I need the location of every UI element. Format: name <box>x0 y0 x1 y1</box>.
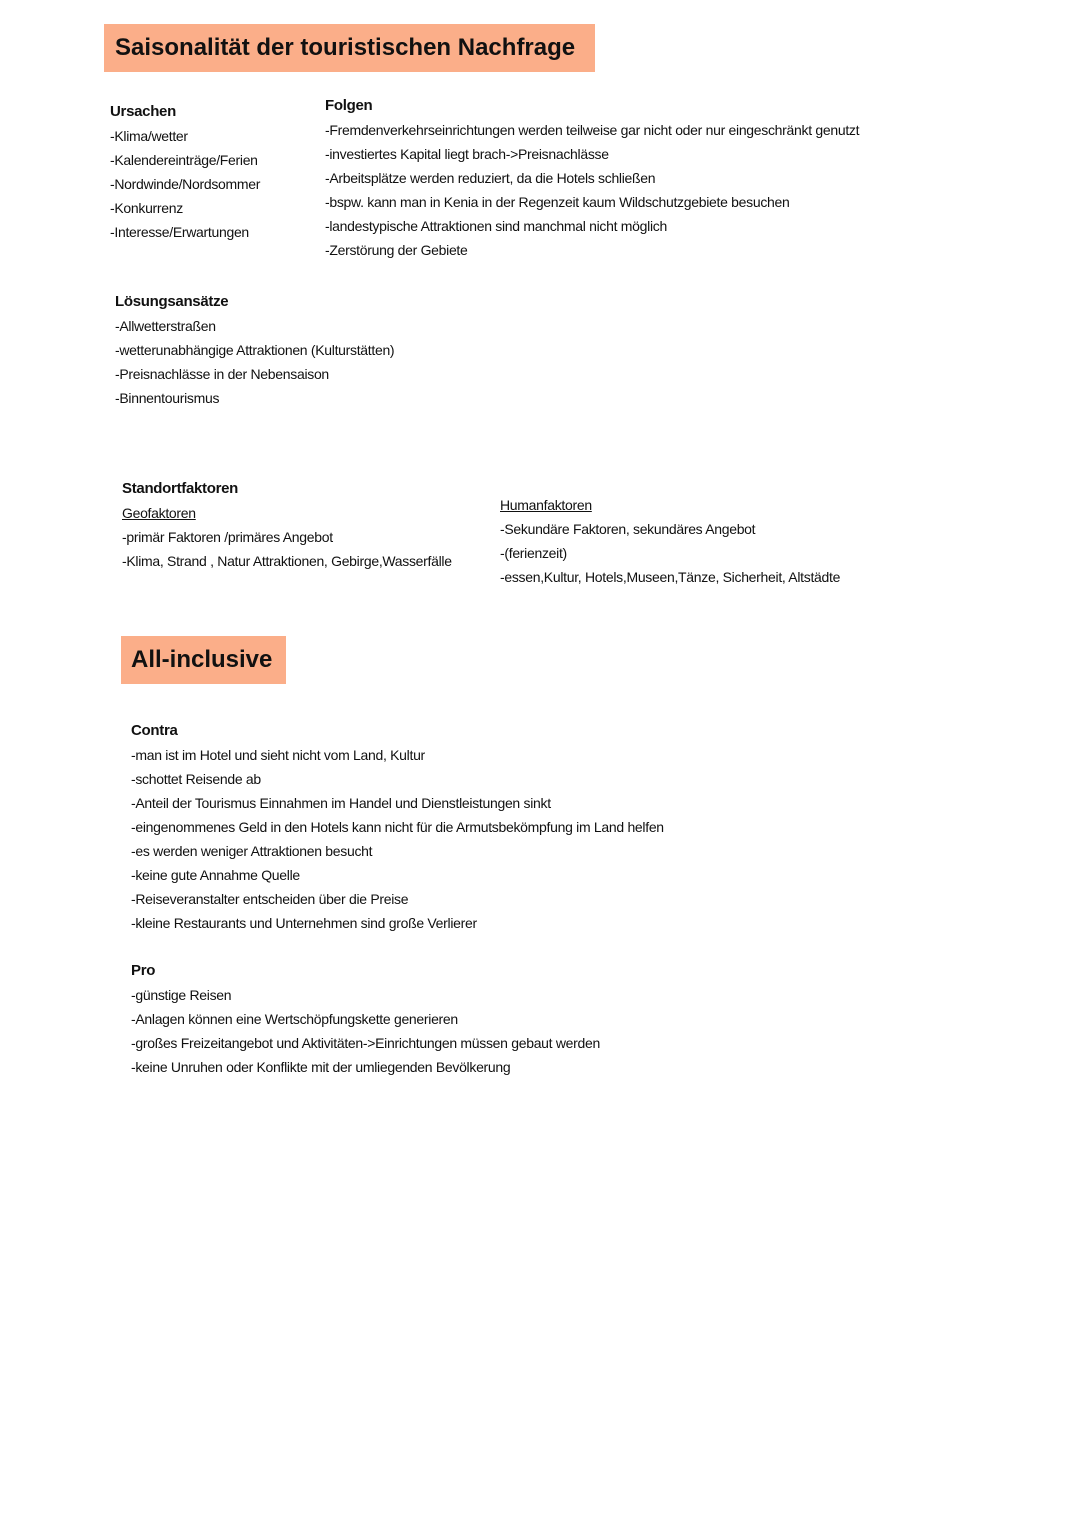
ursachen-list <box>110 124 260 244</box>
list-item: -Zerstörung der Gebiete <box>325 242 468 258</box>
list-item: -Preisnachlässe in der Nebensaison <box>115 366 329 382</box>
section-title-text: All-inclusive <box>131 646 273 673</box>
list-item: -Binnentourismus <box>115 390 220 406</box>
list-item: -Sekundäre Faktoren, sekundäres Angebot <box>500 521 756 537</box>
list-item: -eingenommenes Geld in den Hotels kann nicht für die Armutsbekömpfung im Land helfen <box>131 819 664 835</box>
ursachen-block <box>110 100 260 244</box>
list-item: -großes Freizeitangebot und Aktivitäten->Einrichtungen müssen gebaut werden <box>131 1035 600 1051</box>
list-item: -günstige Reisen <box>131 987 232 1003</box>
folgen-list <box>325 118 859 262</box>
list-item: -keine Unruhen oder Konflikte mit der umliegenden Bevölkerung <box>131 1059 511 1075</box>
list-item: -Konkurrenz <box>110 200 183 216</box>
geofaktoren-subheading: Geofaktoren <box>122 505 196 521</box>
list-item: -investiertes Kapital liegt brach->Preisnachlässe <box>325 146 609 162</box>
list-item: -Fremdenverkehrseinrichtungen werden teilweise gar nicht oder nur eingeschränkt genutzt <box>325 122 860 138</box>
folgen-block <box>325 94 859 262</box>
geofaktoren-list <box>122 525 452 573</box>
list-item: -keine gute Annahme Quelle <box>131 867 300 883</box>
list-item: -bspw. kann man in Kenia in der Regenzeit kaum Wildschutzgebiete besuchen <box>325 194 790 210</box>
list-item: -Interesse/Erwartungen <box>110 224 249 240</box>
list-item: -essen,Kultur, Hotels,Museen,Tänze, Sicherheit, Altstädte <box>500 569 841 585</box>
section-title-saisonalitaet <box>104 24 595 72</box>
ursachen-heading: Ursachen <box>110 103 176 120</box>
list-item: -landestypische Attraktionen sind manchmal nicht möglich <box>325 218 667 234</box>
pro-list <box>131 983 600 1079</box>
list-item: -es werden weniger Attraktionen besucht <box>131 843 373 859</box>
humanfaktoren-subheading: Humanfaktoren <box>500 497 592 513</box>
list-item: -man ist im Hotel und sieht nicht vom Land, Kultur <box>131 747 425 763</box>
list-item: -primär Faktoren /primäres Angebot <box>122 529 333 545</box>
list-item: -schottet Reisende ab <box>131 771 261 787</box>
humanfaktoren-list <box>500 517 840 589</box>
section-title-text: Saisonalität der touristischen Nachfrage <box>115 34 576 61</box>
contra-block <box>131 719 664 935</box>
list-item: -Klima, Strand , Natur Attraktionen, Gebirge,Wasserfälle <box>122 553 452 569</box>
list-item: -Klima/wetter <box>110 128 188 144</box>
list-item: -Reiseveranstalter entscheiden über die Preise <box>131 891 409 907</box>
loesungsansaetze-block <box>115 290 394 410</box>
loesungsansaetze-list <box>115 314 394 410</box>
standortfaktoren-heading: Standortfaktoren <box>122 480 239 497</box>
pro-block <box>131 959 600 1079</box>
folgen-heading: Folgen <box>325 97 373 114</box>
list-item: -Kalendereinträge/Ferien <box>110 152 258 168</box>
humanfaktoren-block <box>500 493 840 589</box>
list-item: -Allwetterstraßen <box>115 318 216 334</box>
list-item: -Anteil der Tourismus Einnahmen im Handel und Dienstleistungen sinkt <box>131 795 551 811</box>
list-item: -Nordwinde/Nordsommer <box>110 176 261 192</box>
list-item: -Arbeitsplätze werden reduziert, da die Hotels schließen <box>325 170 656 186</box>
pro-heading: Pro <box>131 962 156 979</box>
contra-heading: Contra <box>131 722 178 739</box>
section-title-all-inclusive <box>121 636 286 684</box>
list-item: -(ferienzeit) <box>500 545 567 561</box>
list-item: -wetterunabhängige Attraktionen (Kulturstätten) <box>115 342 395 358</box>
standortfaktoren-block <box>122 477 452 573</box>
list-item: -Anlagen können eine Wertschöpfungskette generieren <box>131 1011 458 1027</box>
contra-list <box>131 743 664 935</box>
loesungsansaetze-heading: Lösungsansätze <box>115 293 229 310</box>
list-item: -kleine Restaurants und Unternehmen sind große Verlierer <box>131 915 477 931</box>
